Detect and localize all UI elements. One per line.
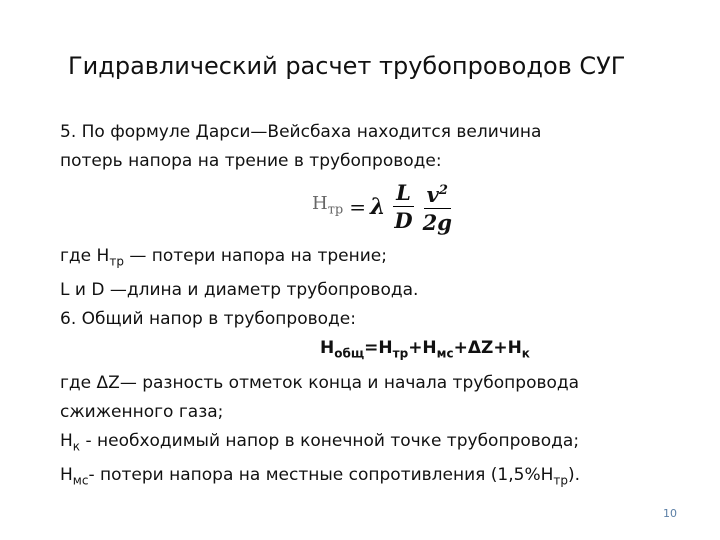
formula-equals: = (349, 194, 366, 219)
formula-lhs: $Н_{тр}$ (312, 193, 344, 218)
formula-fraction-length-diameter: $\frac{L}{D}$ (394, 180, 413, 233)
body-line: где ΔZ— разность отметок конца и начала трубопровода (60, 372, 580, 393)
darcy-weisbach-formula (312, 172, 660, 242)
formula-fraction-velocity: $\frac{v^2}{2g}$ (420, 179, 455, 235)
slide-title: Гидравлический расчет трубопроводов СУГ (68, 52, 626, 80)
body-line: $Н_{мс}-$ потери напора на местные сопротивления $(1,5\%Н_{тр})$. (60, 465, 581, 488)
body-line: L и D —длина и диаметр трубопровода. (60, 280, 419, 301)
formula-lambda: λ (369, 193, 386, 220)
body-line: где $Н_{тр}$ — потери напора на трение; (60, 246, 387, 269)
body-line: $Н_к$ - необходимый напор в конечной точке трубопровода; (60, 430, 580, 454)
slide-body (60, 118, 660, 496)
body-line: 6. Общий напор в трубопроводе: (60, 309, 356, 330)
body-line: потерь напора на трение в трубопроводе: (60, 151, 442, 171)
page-number: 10 (663, 507, 677, 520)
body-line: сжиженного газа; (60, 401, 224, 422)
body-line: 5. По формуле Дарси—Вейсбаха находится величина (60, 122, 542, 142)
total-head-formula: $Н_{общ}=Н_{тр}+Н_{мс}+\Delta Z+Н_к$ (320, 338, 530, 361)
